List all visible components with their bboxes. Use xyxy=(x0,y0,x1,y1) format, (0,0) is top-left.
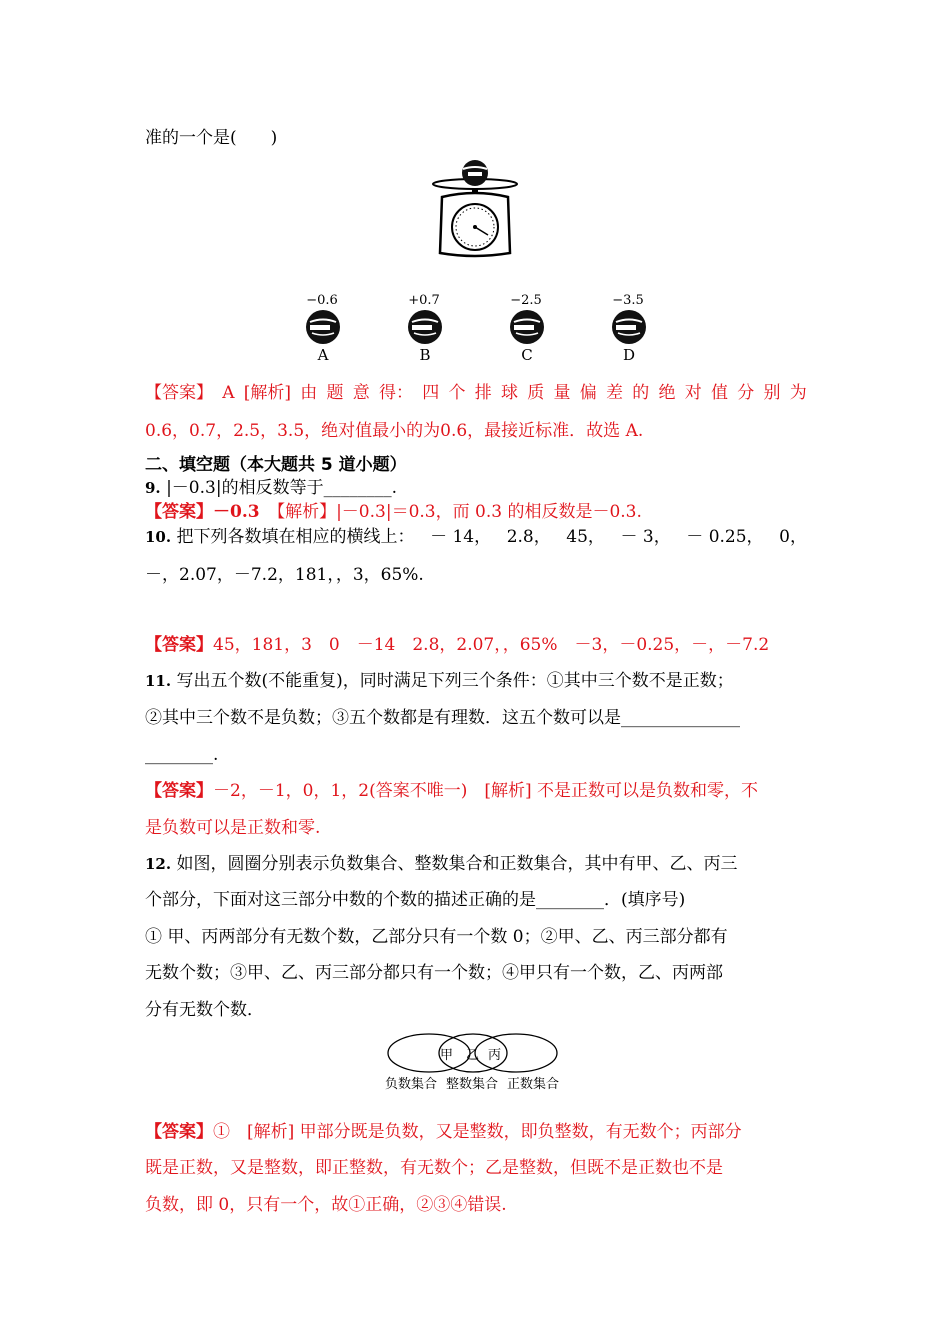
q9-stem xyxy=(145,476,397,500)
venn-part-a: 甲 xyxy=(440,1048,454,1063)
q8-analysis-word: 偏 xyxy=(579,383,597,403)
ball-c-letter: C xyxy=(521,346,533,364)
q11-answer-line2: 是负数可以是正数和零. xyxy=(145,818,321,838)
q8-analysis-word: 别 xyxy=(763,383,781,403)
q12-line1 xyxy=(145,852,738,876)
ball-a-value: −0.6 xyxy=(306,293,338,308)
q10-line2: －，2.07，－7.2，181，，3，65%. xyxy=(145,565,424,585)
q12-line4: 无数个数；③甲、乙、丙三部分都只有一个数；④甲只有一个数，乙、丙两部 xyxy=(145,963,723,983)
q8-analysis-word: 绝 xyxy=(658,383,676,403)
q12-answer-line3: 负数，即 0，只有一个，故①正确，②③④错误. xyxy=(145,1195,507,1215)
q8-analysis-word: 意 xyxy=(352,383,370,403)
q11-line1 xyxy=(145,669,734,693)
ball-d xyxy=(610,308,648,346)
q8-analysis-word: 四 xyxy=(422,383,440,403)
negative-set-ellipse xyxy=(388,1034,470,1072)
q11-text-1: 写出五个数(不能重复)，同时满足下列三个条件：①其中三个数不是正数； xyxy=(171,671,734,691)
q9-answer-tag: 【答案】 xyxy=(145,502,213,522)
q11-answer-text-1: －2，－1，0，1，2(答案不唯一) [解析] 不是正数可以是负数和零，不 xyxy=(213,781,759,801)
q8-analysis-word: 球 xyxy=(501,383,519,403)
q8-answer-value: A xyxy=(222,383,235,403)
ball-a-letter: A xyxy=(317,346,329,364)
q8-analysis-word: 由 xyxy=(300,383,318,403)
q11-line2: ②其中三个数不是负数；③五个数都是有理数．这五个数可以是______________ xyxy=(145,708,740,728)
q10-line1 xyxy=(145,525,807,549)
q9-text: |－0.3|的相反数等于________. xyxy=(160,478,397,498)
q11-answer-tag: 【答案】 xyxy=(145,781,213,801)
q8-stem-tail: 准的一个是( ) xyxy=(145,128,278,148)
q10-word: 0， xyxy=(779,527,807,547)
q8-analysis-word: 为 xyxy=(789,383,807,403)
venn-label-integer: 整数集合 xyxy=(446,1077,499,1092)
ball-c-value: −2.5 xyxy=(510,293,542,308)
q10-word: 2.8， xyxy=(506,527,551,547)
q8-answer-tag: 【答案】 xyxy=(145,383,213,403)
q8-analysis-tag: [解析] xyxy=(243,383,292,403)
q8-analysis-word: 差 xyxy=(606,383,624,403)
venn-label-negative: 负数集合 xyxy=(385,1077,438,1092)
venn-part-c: 丙 xyxy=(488,1048,502,1063)
q8-analysis-word: 量 xyxy=(553,383,571,403)
q8-analysis-word: 排 xyxy=(474,383,492,403)
q8-answer-line1 xyxy=(145,381,807,405)
q12-answer-line2: 既是正数，又是整数，即正整数，有无数个；乙是整数，但既不是正数也不是 xyxy=(145,1158,723,1178)
q10-answer-text: 45，181，3 0 －14 2.8，2.07，，65% －3，－0.25，－，－7.2 xyxy=(213,635,770,655)
q10-answer xyxy=(145,633,769,657)
scale-illustration xyxy=(430,155,520,265)
q12-answer-line1 xyxy=(145,1120,742,1144)
q10-answer-tag: 【答案】 xyxy=(145,635,213,655)
venn-part-b: 乙 xyxy=(466,1048,480,1063)
q12-answer-text-1: ① [解析] 甲部分既是负数，又是整数，即负整数，有无数个；丙部分 xyxy=(213,1122,742,1142)
q9-analysis-text: |－0.3|＝0.3，而 0.3 的相反数是－0.3. xyxy=(336,502,642,522)
q9-analysis-tag: 【解析】 xyxy=(276,502,337,522)
q11-line3: ________. xyxy=(145,745,219,765)
ball-b xyxy=(406,308,444,346)
q10-word: － 3， xyxy=(620,527,671,547)
q10-word: 45， xyxy=(566,527,605,547)
ball-d-value: −3.5 xyxy=(612,293,644,308)
ball-d-letter: D xyxy=(622,346,636,364)
q8-analysis-word: 值 xyxy=(711,383,729,403)
ball-a xyxy=(304,308,342,346)
q12-number: 12. xyxy=(145,855,172,873)
q11-answer-line1 xyxy=(145,779,758,803)
q12-line2: 个部分，下面对这三部分中数的个数的描述正确的是________．(填序号) xyxy=(145,890,686,910)
q12-line5: 分有无数个数． xyxy=(145,1000,264,1020)
q9-answer xyxy=(145,500,642,524)
q8-analysis-word: 个 xyxy=(448,383,466,403)
ball-c xyxy=(508,308,546,346)
q10-word: － 0.25， xyxy=(686,527,764,547)
q8-analysis-word: 对 xyxy=(684,383,702,403)
q11-number: 11. xyxy=(145,672,172,690)
q8-analysis-word: 得： xyxy=(379,383,414,403)
q8-analysis-word: 质 xyxy=(527,383,545,403)
q9-answer-value: －0.3 xyxy=(213,502,260,522)
ball-b-letter: B xyxy=(419,346,431,364)
q12-text-1: 如图，圆圈分别表示负数集合、整数集合和正数集合，其中有甲、乙、丙三 xyxy=(171,854,738,874)
q10-word: 把下列各数填在相应的横线上： xyxy=(176,527,415,547)
venn-label-positive: 正数集合 xyxy=(507,1077,560,1092)
q10-word: － 14， xyxy=(430,527,492,547)
q10-number: 10. xyxy=(145,528,172,546)
q12-answer-tag: 【答案】 xyxy=(145,1122,213,1142)
q12-line3: ① 甲、丙两部分有无数个数，乙部分只有一个数 0；②甲、乙、丙三部分都有 xyxy=(145,927,728,947)
section-heading: 二、填空题（本大题共 5 道小题） xyxy=(145,455,407,475)
ball-b-value: +0.7 xyxy=(408,293,440,308)
q8-analysis-line2: 0.6，0.7，2.5，3.5，绝对值最小的为0.6，最接近标准．故选 A. xyxy=(145,421,644,441)
q8-analysis-word: 的 xyxy=(632,383,650,403)
q9-number: 9. xyxy=(145,479,161,497)
q8-analysis-word: 分 xyxy=(737,383,755,403)
q8-analysis-word: 题 xyxy=(326,383,344,403)
